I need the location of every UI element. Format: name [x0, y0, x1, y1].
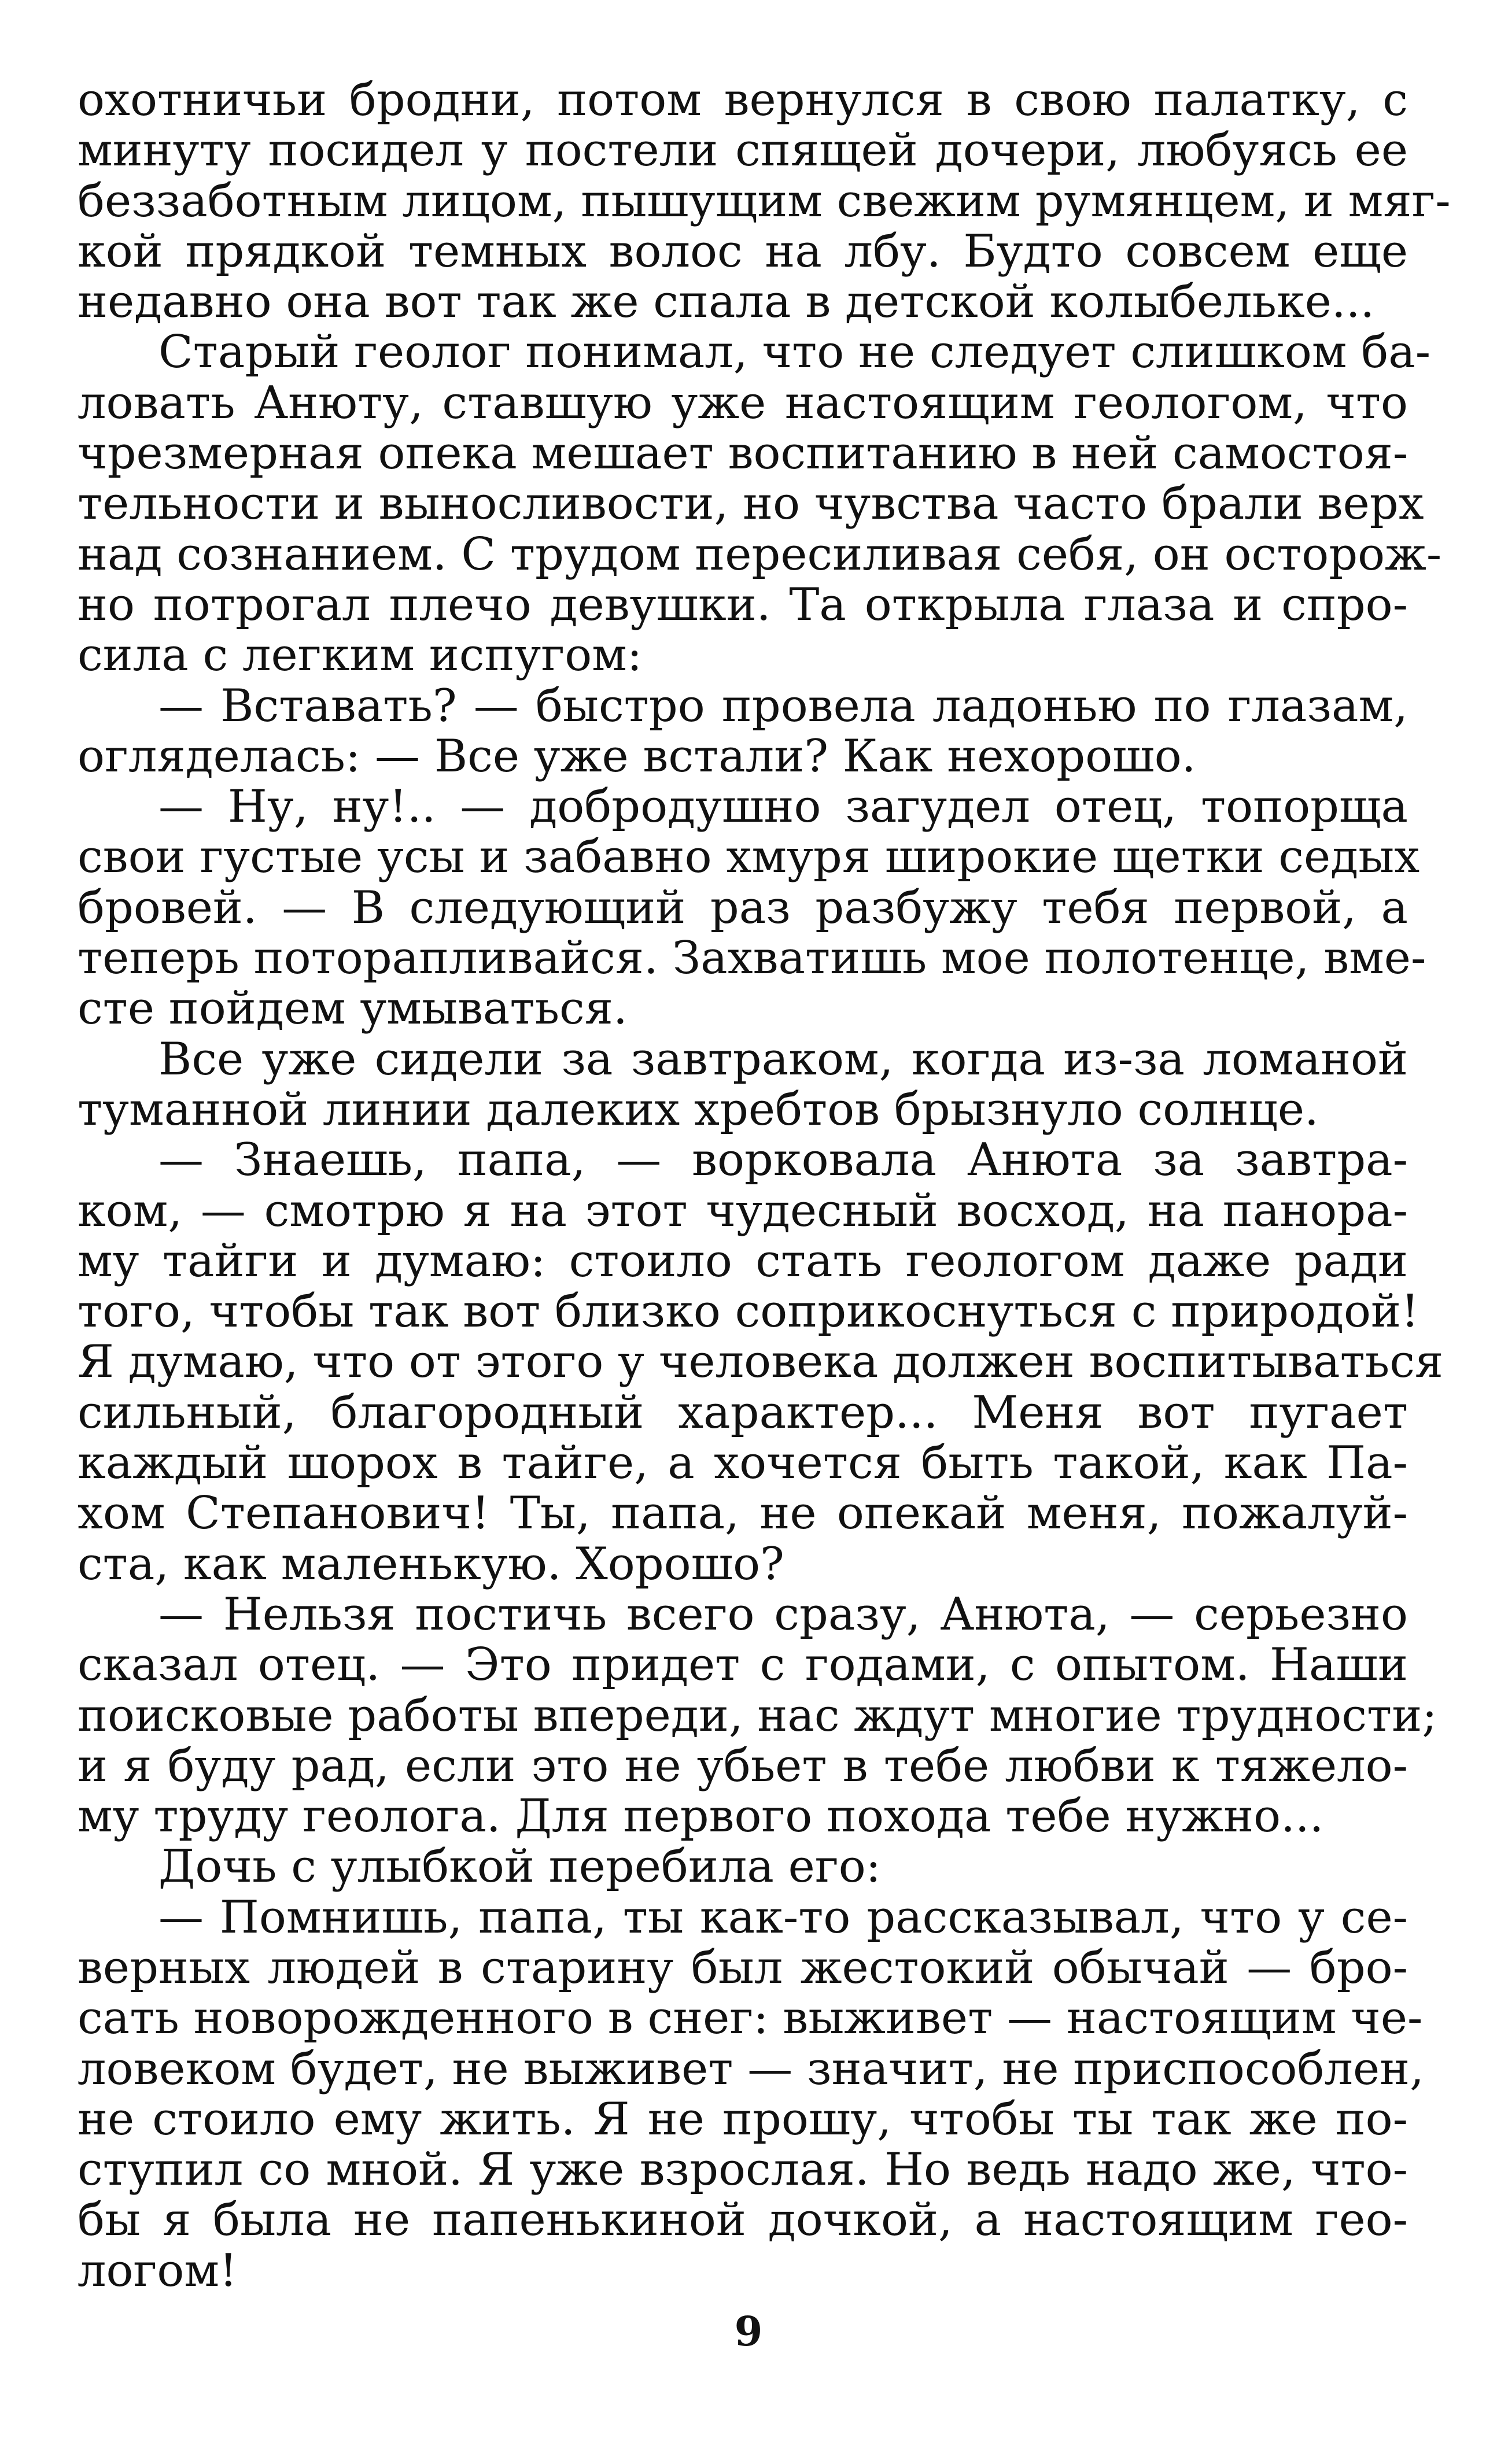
text-line: ловеком будет, не выживет — значит, не приспособлен,	[78, 2042, 1424, 2095]
text-line: му труду геолога. Для первого похода тебе нужно...	[78, 1790, 1324, 1843]
text-line: ступил со мной. Я уже взрослая. Но ведь надо же, что-	[78, 2144, 1408, 2196]
text-line: того, чтобы так вот близко соприкоснуться с природой!	[78, 1285, 1419, 1338]
text-line: сильный, благородный характер... Меня вот пугает	[78, 1386, 1408, 1439]
text-line: ком, — смотрю я на этот чудесный восход, на панора-	[78, 1184, 1408, 1237]
text-line: логом!	[78, 2244, 238, 2297]
text-line: бровей. — В следующий раз разбужу тебя первой, а	[78, 881, 1408, 934]
text-line: кой прядкой темных волос на лбу. Будто совсем еще	[78, 225, 1408, 278]
text-line: недавно она вот так же спала в детской колыбельке...	[78, 276, 1375, 328]
text-line: поисковые работы впереди, нас ждут многие трудности;	[78, 1689, 1437, 1742]
text-line: каждый шорох в тайге, а хочется быть такой, как Па-	[78, 1437, 1408, 1490]
text-line: — Ну, ну!.. — добродушно загудел отец, топорща	[158, 781, 1408, 833]
text-line: Я думаю, что от этого у человека должен воспитываться	[78, 1336, 1444, 1388]
text-line: сила с легким испугом:	[78, 629, 643, 682]
text-line: охотничьи бродни, потом вернулся в свою палатку, с	[78, 74, 1408, 126]
text-line: ста, как маленькую. Хорошо?	[78, 1538, 784, 1590]
text-line: Все уже сидели за завтраком, когда из-за ломаной	[158, 1033, 1408, 1085]
text-line: хом Степанович! Ты, папа, не опекай меня, пожалуй-	[78, 1487, 1408, 1540]
text-line: — Вставать? — быстро провела ладонью по глазам,	[158, 679, 1408, 732]
text-line: свои густые усы и забавно хмуря широкие щетки седых	[78, 831, 1420, 884]
text-line: туманной линии далеких хребтов брызнуло солнце.	[78, 1083, 1319, 1136]
text-line: — Знаешь, папа, — ворковала Анюта за завтра-	[158, 1134, 1408, 1187]
text-line: не стоило ему жить. Я не прошу, чтобы ты так же по-	[78, 2093, 1408, 2145]
body-text	[78, 74, 1451, 2297]
text-line: му тайги и думаю: стоило стать геологом даже ради	[78, 1235, 1408, 1287]
text-line: теперь поторапливайся. Захватишь мое полотенце, вме-	[78, 932, 1426, 985]
text-line: Дочь с улыбкой перебила его:	[158, 1841, 881, 1893]
page-number: 9	[734, 2307, 763, 2355]
text-line: сте пойдем умываться.	[78, 982, 628, 1035]
text-line: сать новорожденного в снег: выживет — настоящим че-	[78, 1992, 1423, 2045]
text-line: ловать Анюту, ставшую уже настоящим геологом, что	[78, 376, 1408, 429]
text-line: чрезмерная опека мешает воспитанию в ней самостоя-	[78, 427, 1408, 480]
text-line: и я буду рад, если это не убьет в тебе любви к тяжело-	[78, 1739, 1408, 1792]
text-line: верных людей в старину был жестокий обычай — бро-	[78, 1941, 1408, 1994]
text-line: бы я была не папенькиной дочкой, а настоящим гео-	[78, 2194, 1408, 2247]
text-line: над сознанием. С трудом пересиливая себя, он осторож-	[78, 528, 1442, 581]
text-line: огляделась: — Все уже встали? Как нехорошо.	[78, 730, 1196, 782]
text-line: минуту посидел у постели спящей дочери, любуясь ее	[78, 124, 1408, 177]
text-line: — Помнишь, папа, ты как-то рассказывал, что у се-	[158, 1891, 1408, 1944]
text-line: беззаботным лицом, пышущим свежим румянцем, и мяг-	[78, 175, 1451, 227]
text-line: тельности и выносливости, но чувства часто брали верх	[78, 478, 1424, 530]
text-line: Старый геолог понимал, что не следует слишком ба-	[158, 326, 1431, 379]
text-line: но потрогал плечо девушки. Та открыла глаза и спро-	[78, 578, 1408, 631]
text-line: сказал отец. — Это придет с годами, с опытом. Наши	[78, 1639, 1408, 1691]
text-line: — Нельзя постичь всего сразу, Анюта, — серьезно	[158, 1588, 1408, 1641]
